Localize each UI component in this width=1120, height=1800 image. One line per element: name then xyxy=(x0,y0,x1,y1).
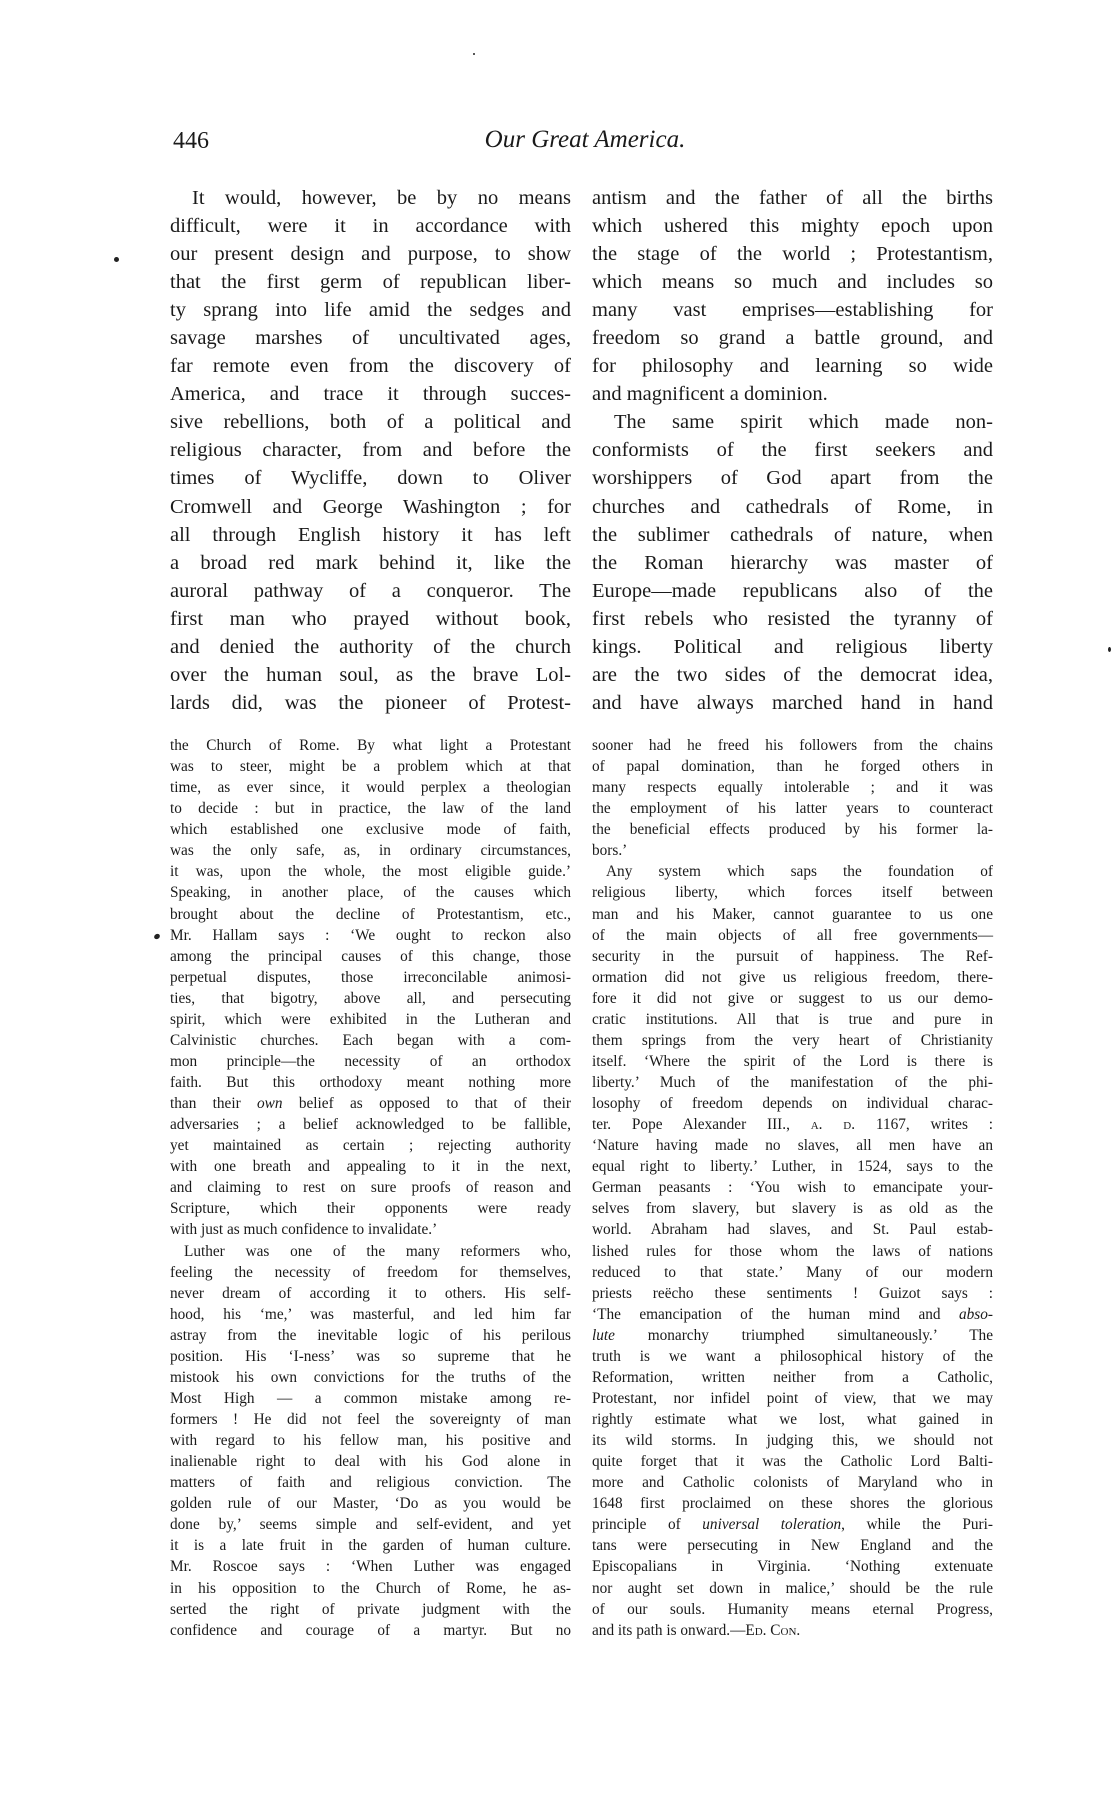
text-line: churches and cathedrals of Rome, in xyxy=(592,495,993,518)
text-line: time, as ever since, it would perplex a theologian xyxy=(170,779,571,797)
text-line: Any system which saps the foundation of xyxy=(606,863,993,881)
text-line: that the first germ of republican liber- xyxy=(170,271,571,294)
text-line: golden rule of our Master, ‘Do as you would be xyxy=(170,1495,571,1513)
text-segment: 1167, writes : xyxy=(855,1116,993,1134)
text-line: and have always marched hand in hand xyxy=(592,691,993,714)
text-line: it is a late fruit in the garden of human culture. xyxy=(170,1537,571,1555)
footnote-column-right xyxy=(592,735,993,1641)
text-line: world. Abraham had slaves, and St. Paul estab- xyxy=(592,1221,993,1239)
text-line: yet maintained as certain ; rejecting authority xyxy=(170,1137,571,1155)
text-line: in his opposition to the Church of Rome, he as- xyxy=(170,1579,571,1597)
text-line: Calvinistic churches. Each began with a com- xyxy=(170,1031,571,1049)
text-line: was the only safe, as, in ordinary circumstances, xyxy=(170,842,571,860)
text-line: savage marshes of uncultivated ages, xyxy=(170,327,571,350)
text-line: inalienable right to deal with his God alone in xyxy=(170,1453,571,1471)
text-line: faith. But this orthodoxy meant nothing more xyxy=(170,1074,571,1091)
text-line: astray from the inevitable logic of his perilous xyxy=(170,1326,571,1344)
text-line: Protestant, nor infidel point of view, that we may xyxy=(592,1389,993,1407)
text-line: matters of faith and religious conviction. The xyxy=(170,1474,571,1492)
text-line: Luther was one of the many reformers who, xyxy=(184,1242,571,1260)
text-line: the Roman hierarchy was master of xyxy=(592,551,993,574)
text-line: freedom so grand a battle ground, and xyxy=(592,327,993,350)
text-segment: monarchy triumphed simultaneously.’ The xyxy=(614,1326,993,1344)
text-line: conformists of the first seekers and xyxy=(592,439,993,462)
text-line: serted the right of private judgment with the xyxy=(170,1600,571,1618)
text-line: Speaking, in another place, of the causes which xyxy=(170,884,571,902)
text-line: rightly estimate what we lost, what gained in xyxy=(592,1411,993,1428)
text-line: with regard to his fellow man, his positive and xyxy=(170,1432,571,1450)
text-line: ties, that bigotry, above all, and persecuting xyxy=(170,989,571,1007)
text-segment: and its path is onward.— xyxy=(592,1621,746,1639)
text-line: a broad red mark behind it, like the xyxy=(170,551,571,574)
text-line: with one breath and appealing to it in the next, xyxy=(170,1158,571,1176)
running-title: Our Great America. xyxy=(484,126,686,153)
text-line: tans were persecuting in New England and the xyxy=(592,1537,993,1555)
text-line: religious character, from and before the xyxy=(170,439,571,462)
italic-text: universal toleration xyxy=(702,1516,842,1534)
text-line: which established one exclusive mode of faith, xyxy=(170,821,571,839)
body-column-right xyxy=(592,184,993,717)
text-segment: belief as opposed to that of their xyxy=(282,1095,571,1113)
text-line: ty sprang into life amid the sedges and xyxy=(170,299,571,322)
text-line: Mr. Roscoe says : ‘When Luther was engaged xyxy=(170,1558,571,1576)
text-line: Mr. Hallam says : ‘We ought to reckon also xyxy=(170,926,571,944)
text-line: and magnificent a dominion. xyxy=(592,383,828,406)
page-number: 446 xyxy=(173,128,209,154)
text-line: itself. ‘Where the spirit of the Lord is there is xyxy=(592,1052,993,1070)
text-line: worshippers of God apart from the xyxy=(592,467,993,490)
text-line: of the main objects of all free governments— xyxy=(592,926,993,944)
text-line xyxy=(592,1114,993,1135)
text-line: among the principal causes of this change, those xyxy=(170,947,571,965)
text-line: cratic institutions. All that is true and pure in xyxy=(592,1010,993,1028)
italic-text: abso- xyxy=(959,1305,993,1323)
text-line: the beneficial effects produced by his former la- xyxy=(592,821,993,839)
text-segment: ter. Pope Alexander III., xyxy=(592,1116,811,1134)
text-line: quite forget that it was the Catholic Lord Balti- xyxy=(592,1453,993,1471)
text-line: man and his Maker, cannot guarantee to us one xyxy=(592,905,993,923)
text-line: confidence and courage of a martyr. But no xyxy=(170,1621,571,1639)
text-line: nor aught set down in malice,’ should be the rule xyxy=(592,1579,993,1597)
text-line: it was, upon the whole, the most eligible guide.’ xyxy=(170,863,571,881)
text-line: its wild storms. In judging this, we should not xyxy=(592,1432,993,1450)
text-line: to decide : but in practice, the law of the land xyxy=(170,800,571,818)
text-line: times of Wycliffe, down to Oliver xyxy=(170,467,571,490)
margin-ink-mark xyxy=(153,933,161,941)
text-line: many respects equally intolerable ; and it was xyxy=(592,779,993,797)
text-line: and denied the authority of the church xyxy=(170,635,571,658)
text-line: formers ! He did not feel the sovereignty of man xyxy=(170,1411,571,1428)
text-line: selves from slavery, but slavery is as old as the xyxy=(592,1200,993,1218)
text-line: spirit, which were exhibited in the Lutheran and xyxy=(170,1010,571,1028)
text-line: never dream of according it to others. His self- xyxy=(170,1284,571,1302)
text-line: liberty.’ Much of the manifestation of the phi- xyxy=(592,1074,993,1091)
small-caps-text: Ed. Con. xyxy=(745,1621,801,1639)
text-line: auroral pathway of a conqueror. The xyxy=(170,579,571,602)
text-line: of papal domination, than he forged others in xyxy=(592,758,993,776)
text-line: The same spirit which made non- xyxy=(614,411,993,434)
text-line: 1648 first proclaimed on these shores the glorious xyxy=(592,1495,993,1513)
body-column-left xyxy=(170,184,571,717)
text-line: first rebels who resisted the tyranny of xyxy=(592,607,993,630)
text-line: difficult, were it in accordance with xyxy=(170,215,571,238)
text-line: truth is we want a philosophical history of the xyxy=(592,1347,993,1365)
text-line: Europe—made republicans also of the xyxy=(592,579,993,602)
text-line: hood, his ‘me,’ was masterful, and led him far xyxy=(170,1305,571,1323)
text-line: Most High — a common mistake among re- xyxy=(170,1389,571,1407)
text-line: ormation did not give us religious freedom, there- xyxy=(592,968,993,986)
text-line: Reformation, written neither from a Catholic, xyxy=(592,1368,993,1386)
text-line: equal right to liberty.’ Luther, in 1524, says to the xyxy=(592,1158,993,1176)
text-line: all through English history it has left xyxy=(170,523,571,546)
text-line: many vast emprises—establishing for xyxy=(592,299,993,322)
text-line: German peasants : ‘You wish to emancipate your- xyxy=(592,1179,993,1197)
text-line: are the two sides of the democrat idea, xyxy=(592,663,993,686)
text-line: lished rules for those whom the laws of nations xyxy=(592,1242,993,1260)
text-line xyxy=(170,1093,571,1114)
text-line: reduced to that state.’ Many of our modern xyxy=(592,1263,993,1281)
text-line: more and Catholic colonists of Maryland who in xyxy=(592,1474,993,1492)
ink-speck xyxy=(473,53,475,55)
text-line: which means so much and includes so xyxy=(592,271,993,294)
text-line: which ushered this mighty epoch upon xyxy=(592,215,993,238)
text-line: fore it did not give or suggest to us our demo- xyxy=(592,989,993,1007)
text-segment: ‘The emancipation of the human mind and xyxy=(592,1305,959,1323)
text-line xyxy=(592,1304,993,1325)
text-line: losophy of freedom depends on individual charac- xyxy=(592,1095,993,1113)
small-caps-text: a. d. xyxy=(810,1116,856,1134)
text-line: the stage of the world ; Protestantism, xyxy=(592,243,993,266)
text-line: mon principle—the necessity of an orthodox xyxy=(170,1052,571,1070)
footnote-column-left xyxy=(170,735,571,1641)
text-line: over the human soul, as the brave Lol- xyxy=(170,663,571,686)
text-line xyxy=(592,1620,993,1641)
text-line: first man who prayed without book, xyxy=(170,607,571,630)
text-line: Cromwell and George Washington ; for xyxy=(170,495,571,518)
text-line: lards did, was the pioneer of Protest- xyxy=(170,691,571,714)
text-line: of our souls. Humanity means eternal Progress, xyxy=(592,1600,993,1618)
text-line: priests reëcho these sentiments ! Guizot says : xyxy=(592,1284,993,1302)
text-line: It would, however, be by no means xyxy=(192,187,571,209)
text-line: perpetual disputes, those irreconcilable animosi- xyxy=(170,968,571,986)
text-line: position. His ‘I-ness’ was so supreme that he xyxy=(170,1347,571,1365)
text-line: sive rebellions, both of a political and xyxy=(170,411,571,434)
text-line: feeling the necessity of freedom for themselves, xyxy=(170,1263,571,1281)
text-line: for philosophy and learning so wide xyxy=(592,355,993,378)
text-line: mistook his own convictions for the truths of the xyxy=(170,1368,571,1386)
text-line: brought about the decline of Protestantism, etc., xyxy=(170,905,571,923)
text-line: done by,’ seems simple and self-evident, and yet xyxy=(170,1516,571,1534)
text-line xyxy=(592,1514,993,1535)
text-line: the employment of his latter years to counteract xyxy=(592,800,993,818)
text-line: and claiming to rest on sure proofs of reason and xyxy=(170,1179,571,1197)
text-line: Episcopalians in Virginia. ‘Nothing extenuate xyxy=(592,1558,993,1576)
italic-text: lute xyxy=(592,1326,615,1344)
text-line: with just as much confidence to invalidate.’ xyxy=(170,1221,438,1239)
text-line: kings. Political and religious liberty xyxy=(592,635,993,658)
text-line: was to steer, might be a problem which at that xyxy=(170,758,571,776)
italic-text: own xyxy=(257,1095,283,1113)
margin-bullet-mark xyxy=(114,257,119,262)
text-segment: principle of xyxy=(592,1516,703,1534)
text-line: them springs from the very heart of Christianity xyxy=(592,1031,993,1049)
text-line: religious liberty, which forces itself between xyxy=(592,884,993,902)
text-segment: , while the Puri- xyxy=(841,1516,993,1534)
text-line: far remote even from the discovery of xyxy=(170,355,571,378)
text-segment: than their xyxy=(170,1095,258,1113)
text-line: Scripture, which their opponents were ready xyxy=(170,1200,571,1218)
text-line: adversaries ; a belief acknowledged to be fallible, xyxy=(170,1116,571,1134)
text-line: bors.’ xyxy=(592,842,628,860)
text-line: security in the pursuit of happiness. The Ref- xyxy=(592,947,993,965)
text-line: sooner had he freed his followers from the chains xyxy=(592,737,993,754)
margin-ink-mark-right xyxy=(1108,647,1111,652)
text-line: ‘Nature having made no slaves, all men have an xyxy=(592,1137,993,1155)
text-line: antism and the father of all the births xyxy=(592,187,993,209)
text-line: America, and trace it through succes- xyxy=(170,383,571,406)
text-line xyxy=(592,1325,993,1346)
text-line: the sublimer cathedrals of nature, when xyxy=(592,523,993,546)
text-line: the Church of Rome. By what light a Protestant xyxy=(170,737,571,754)
text-line: our present design and purpose, to show xyxy=(170,243,571,266)
